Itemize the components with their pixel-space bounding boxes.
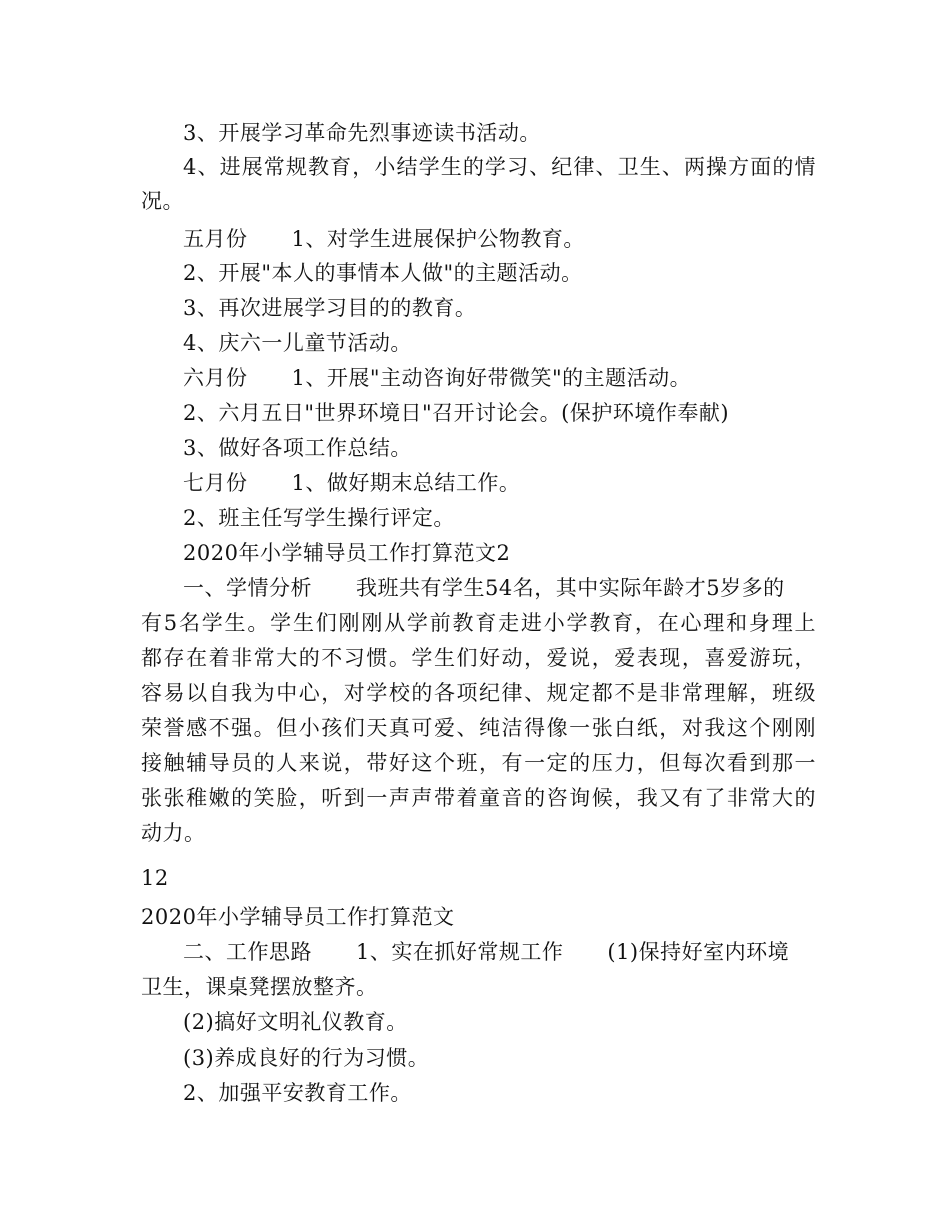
paragraph-line: 动力。 [141, 821, 206, 845]
list-item: 4、庆六一儿童节活动。 [183, 331, 412, 355]
paragraph-line: 荣誉感不强。但小孩们天真可爱、纯洁得像一张白纸，对我这个刚刚 [141, 716, 816, 740]
heading-label: 二、工作思路 [183, 940, 312, 964]
paragraph-line: 4、进展常规教育，小结学生的学习、纪律、卫生、两操方面的情 [183, 155, 816, 179]
month-label: 五月份 [183, 227, 248, 251]
month-label: 六月份 [183, 366, 248, 390]
list-item: 1、做好期末总结工作。 [291, 471, 521, 495]
paragraph-line: 容易以自我为中心，对学校的各项纪律、规定都不是非常理解，班级 [141, 681, 816, 705]
list-item: 1、对学生进展保护公物教育。 [291, 227, 585, 251]
month-heading-may [183, 222, 858, 256]
list-item: 3、再次进展学习目的的教育。 [183, 296, 477, 320]
paragraph-line: 张张稚嫩的笑脸，听到一声声带着童音的咨询候，我又有了非常大的 [141, 786, 816, 810]
list-item: (1)保持好室内环境 [607, 940, 790, 964]
page-number: 12 [141, 866, 169, 890]
month-label: 七月份 [183, 471, 248, 495]
paragraph-line: 接触辅导员的人来说，带好这个班，有一定的压力，但每次看到那一 [141, 751, 816, 775]
month-heading-july [183, 466, 858, 500]
section-title: 2020年小学辅导员工作打算范文2 [183, 541, 511, 565]
list-item: 3、做好各项工作总结。 [183, 436, 412, 460]
list-item: 2、班主任写学生操行评定。 [183, 506, 455, 530]
list-item: 3、开展学习革命先烈事迹读书活动。 [183, 121, 541, 145]
paragraph-line: 有5名学生。学生们刚刚从学前教育走进小学教育，在心理和身理上 [141, 611, 816, 635]
month-heading-june [183, 361, 858, 395]
list-item: 2、六月五日"世界环境日"召开讨论会。(保护环境作奉献) [183, 401, 730, 425]
list-item: (3)养成良好的行为习惯。 [183, 1046, 430, 1070]
paragraph-line: 都存在着非常大的不习惯。学生们好动，爱说，爱表现，喜爱游玩， [141, 646, 816, 670]
list-item: (2)搞好文明礼仪教育。 [183, 1010, 408, 1034]
list-item: 1、开展"主动咨询好带微笑"的主题活动。 [291, 366, 692, 390]
section-heading [183, 935, 858, 969]
paragraph-line: 况。 [141, 189, 184, 213]
paragraph-line: 我班共有学生54名，其中实际年龄才5岁多的 [356, 576, 785, 600]
list-item: 2、开展"本人的事情本人做"的主题活动。 [183, 261, 583, 285]
section-heading [183, 571, 858, 605]
heading-label: 一、学情分析 [183, 576, 312, 600]
paragraph-line: 卫生，课桌凳摆放整齐。 [141, 975, 378, 999]
list-item: 2、加强平安教育工作。 [183, 1081, 412, 1105]
list-item: 1、实在抓好常规工作 [356, 940, 564, 964]
running-header: 2020年小学辅导员工作打算范文 [141, 905, 455, 929]
